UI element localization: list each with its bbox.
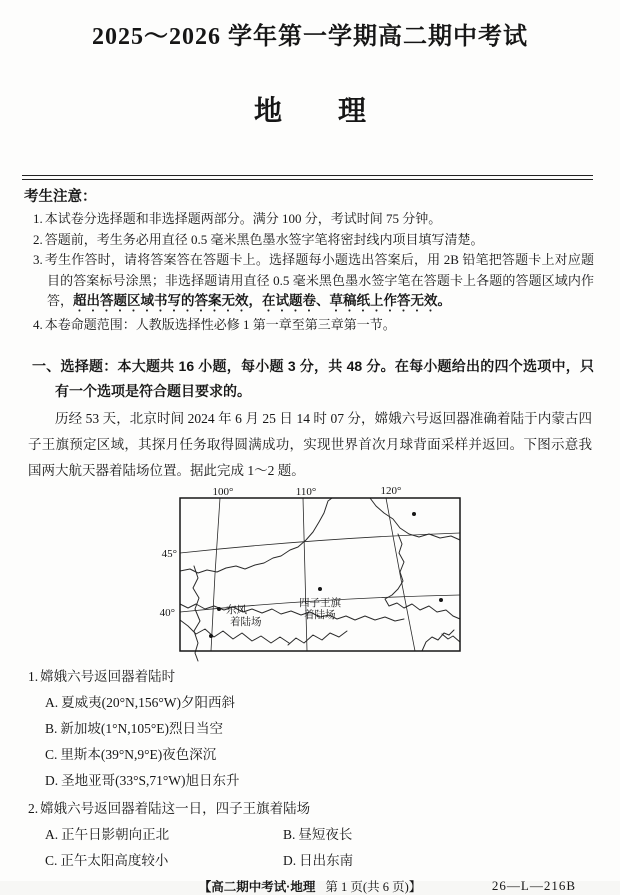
notice-item-text: 答题前，考生务必用直径 0.5 毫米黑色墨水签字笔将密封线内项目填写清楚。 <box>44 231 484 247</box>
siziwang-site-label-line2: 着陆场 <box>304 609 336 621</box>
city-dot <box>412 512 416 516</box>
question-number: 1. <box>28 668 39 684</box>
page-footer <box>0 877 620 895</box>
meridian-100 <box>211 498 220 651</box>
lat-label-45: 45° <box>161 547 177 560</box>
question-number: 2. <box>28 800 39 816</box>
notice-item-number: 3. <box>33 252 43 267</box>
footer-page-number: 第 1 页(共 6 页)】 <box>325 879 422 894</box>
notice-item-emphasized-text: 超出答题区域书写的答案无效，在试题卷、草稿纸上作答无效。 <box>73 293 452 308</box>
notice-item-text: 考生作答时，请将答案答在答题卡上。选择题每小题选出答案后，用 2B 铅笔把答题卡上对应题目的答案标号涂黑；非选择题请用直径 0.5 毫米黑色墨水签字笔在答题卡上各题的答题区域内作答， <box>44 252 594 308</box>
question-1-option-c <box>28 742 592 768</box>
option-label: B. <box>283 826 296 842</box>
notice-item-1 <box>33 209 594 230</box>
notice-item-3 <box>33 250 594 315</box>
question-stem-text: 嫦娥六号返回器着陆这一日，四子王旗着陆场 <box>40 800 311 816</box>
option-label: A. <box>45 694 59 710</box>
option-label: C. <box>45 852 58 868</box>
question-group-intro: 历经 53 天，北京时间 2024 年 6 月 25 日 14 时 07 分，嫦娥六号返回器准确着陆于内蒙古四子王旗预定区域，其探月任务取得圆满成功，实现世界首次月球背面采样并返回。下图示意我国两大航天器着陆场位置。据此完成 1～2 题。 <box>28 410 592 478</box>
notice-item-number: 2. <box>33 231 43 247</box>
border-inner-wall <box>180 604 404 621</box>
question-2-option-a <box>45 822 283 848</box>
notice-item-text: 本试卷分选择题和非选择题两部分。满分 100 分，考试时间 75 分钟。 <box>44 211 442 226</box>
dongfeng-site-label-line1: 东风 <box>226 604 247 616</box>
lon-label-120: 120° <box>380 484 402 497</box>
parallel-45 <box>180 533 460 553</box>
question-2-option-c <box>45 848 283 874</box>
lat-label-40: 40° <box>159 606 175 619</box>
notice-item-4 <box>33 315 594 336</box>
dongfeng-site-label-line2: 着陆场 <box>230 616 262 628</box>
siziwang-site-label-line1: 四子王旗 <box>299 597 341 609</box>
option-text: 里斯本(39°N,9°E)夜色深沉 <box>60 746 217 762</box>
option-text: 正午太阳高度较小 <box>60 852 169 868</box>
option-label: A. <box>45 826 59 842</box>
exam-title: 2025～2026 学年第一学期高二期中考试 <box>92 24 528 50</box>
question-1-stem <box>28 664 592 690</box>
question-1-option-b <box>28 716 592 742</box>
coast-bohai <box>422 630 454 651</box>
border-northeast-coast <box>385 534 460 619</box>
option-label: C. <box>45 746 58 762</box>
footer-exam-name: 【高二期中考试·地理 <box>198 879 316 894</box>
question-1 <box>28 664 592 794</box>
subject-char-right: 理 <box>338 95 367 126</box>
option-text: 正午日影朝向正北 <box>61 826 170 842</box>
city-dot <box>209 634 213 638</box>
notice-heading: 考生注意： <box>24 189 97 205</box>
border-south-middle <box>288 631 347 645</box>
border-mongolia-north <box>180 498 332 573</box>
question-2 <box>28 796 592 874</box>
notice-item-2 <box>33 230 594 251</box>
option-text: 夏威夷(20°N,156°W)夕阳西斜 <box>61 694 236 710</box>
question-1-option-a <box>28 690 592 716</box>
subject-title <box>0 89 620 129</box>
notice-item-text: 本卷命题范围：人教版选择性必修 1 第一章至第三章第一节。 <box>44 317 396 332</box>
question-2-option-d <box>283 848 592 874</box>
question-2-stem <box>28 796 592 822</box>
notice-list <box>33 209 594 336</box>
notice-item-number: 4. <box>33 317 43 332</box>
section-heading-choice-questions: 一、选择题：本大题共 16 小题，每小题 3 分，共 48 分。在每小题给出的四个选项中，只有一个选项是符合题目要求的。 <box>32 357 594 399</box>
border-west-vertical <box>193 566 200 661</box>
lon-label-100: 100° <box>212 485 234 498</box>
meridian-110 <box>303 498 307 651</box>
city-dot <box>439 598 443 602</box>
question-2-options <box>28 822 592 874</box>
question-2-option-b <box>283 822 592 848</box>
question-stem-text: 嫦娥六号返回器着陆时 <box>40 668 176 684</box>
notice-item-number: 1. <box>33 211 43 226</box>
option-label: D. <box>283 852 297 868</box>
landing-sites-map-figure <box>146 484 620 662</box>
option-text: 圣地亚哥(33°S,71°W)旭日东升 <box>61 772 240 788</box>
option-label: D. <box>45 772 59 788</box>
coast-peninsula <box>442 634 460 642</box>
option-text: 日出东南 <box>299 852 354 868</box>
siziwang-site-dot <box>318 587 322 591</box>
lon-label-110: 110° <box>295 485 317 498</box>
option-text: 昼短夜长 <box>298 826 353 842</box>
landing-sites-map <box>146 484 466 660</box>
option-text: 新加坡(1°N,105°E)烈日当空 <box>60 720 224 736</box>
double-rule-divider <box>22 175 593 180</box>
option-label: B. <box>45 720 58 736</box>
question-1-option-d <box>28 768 592 794</box>
dongfeng-site-dot <box>217 607 221 611</box>
footer-paper-code: 26—L—216B <box>491 877 576 893</box>
subject-char-left: 地 <box>253 95 282 126</box>
